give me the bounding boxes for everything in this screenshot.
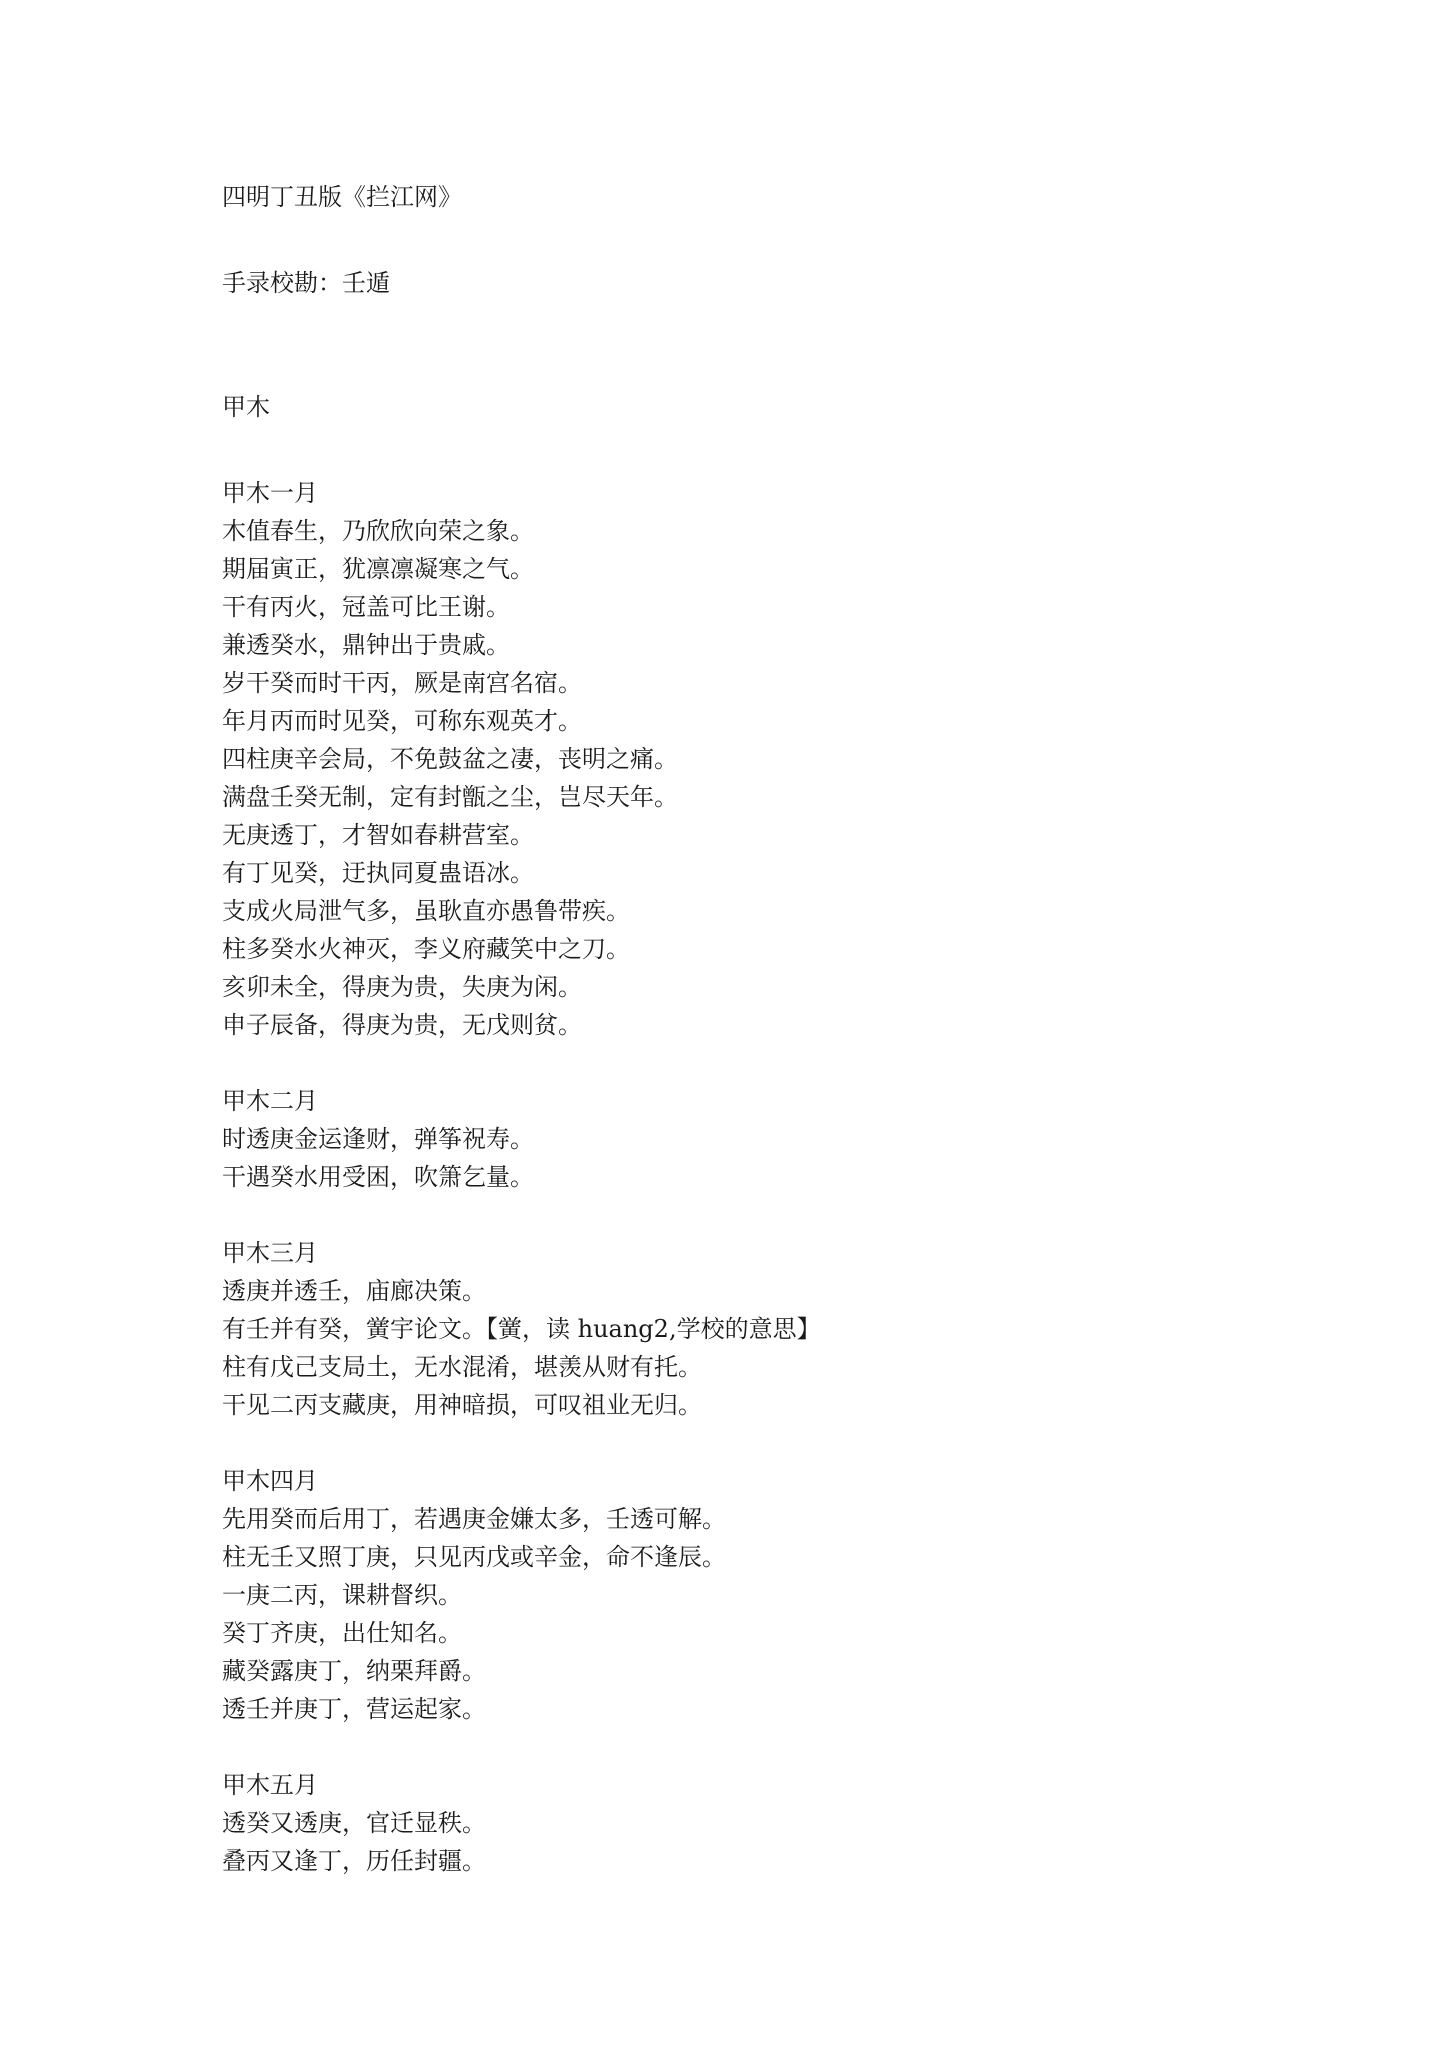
verse-line: 申子辰备，得庚为贵，无戊则贫。 (222, 1011, 582, 1039)
verse-line: 透庚并透壬，庙廊决策。 (222, 1277, 486, 1305)
month-heading: 甲木四月 (222, 1467, 318, 1495)
verse-line: 干有丙火，冠盖可比王谢。 (222, 593, 510, 621)
transcriber-credit: 手录校勘：壬遁 (222, 269, 390, 297)
verse-line: 藏癸露庚丁，纳栗拜爵。 (222, 1657, 486, 1685)
verse-line: 一庚二丙，课耕督织。 (222, 1581, 462, 1609)
verse-line: 满盘壬癸无制，定有封甑之尘，岂尽天年。 (222, 783, 678, 811)
verse-line: 癸丁齐庚，出仕知名。 (222, 1619, 462, 1647)
month-block-4 (222, 1462, 1322, 1728)
verse-line: 透癸又透庚，官迁显秩。 (222, 1809, 486, 1837)
month-block-3 (222, 1234, 1322, 1424)
month-block-5 (222, 1766, 1322, 1880)
verse-line: 先用癸而后用丁，若遇庚金嫌太多，壬透可解。 (222, 1505, 726, 1533)
verse-line: 四柱庚辛会局，不免鼓盆之凄，丧明之痛。 (222, 745, 678, 773)
month-heading: 甲木二月 (222, 1087, 318, 1115)
document-title: 四明丁丑版《拦江网》 (222, 183, 462, 211)
verse-line: 无庚透丁，才智如春耕营室。 (222, 821, 534, 849)
document-page (222, 178, 1322, 1880)
verse-line: 兼透癸水，鼎钟出于贵戚。 (222, 631, 510, 659)
month-heading: 甲木五月 (222, 1771, 318, 1799)
verse-line: 岁干癸而时干丙，厥是南宫名宿。 (222, 669, 582, 697)
verse-line: 时透庚金运逢财，弹筝祝寿。 (222, 1125, 534, 1153)
month-block-1 (222, 474, 1322, 1044)
month-heading: 甲木三月 (222, 1239, 318, 1267)
verse-line: 干见二丙支藏庚，用神暗损，可叹祖业无归。 (222, 1391, 702, 1419)
verse-line: 有壬并有癸，黉宇论文。【黉，读 huang2,学校的意思】 (222, 1315, 821, 1343)
verse-line: 叠丙又逢丁，历任封疆。 (222, 1847, 486, 1875)
verse-line: 亥卯未全，得庚为贵，失庚为闲。 (222, 973, 582, 1001)
verse-line: 柱有戊己支局土，无水混淆，堪羡从财有托。 (222, 1353, 702, 1381)
verse-line: 年月丙而时见癸，可称东观英才。 (222, 707, 582, 735)
verse-line: 期届寅正，犹凛凛凝寒之气。 (222, 555, 534, 583)
verse-line: 干遇癸水用受困，吹箫乞量。 (222, 1163, 534, 1191)
verse-line: 柱无壬又照丁庚，只见丙戊或辛金，命不逢辰。 (222, 1543, 726, 1571)
verse-line: 透壬并庚丁，营运起家。 (222, 1695, 486, 1723)
month-block-2 (222, 1082, 1322, 1196)
verse-line: 有丁见癸，迂执同夏蛊语冰。 (222, 859, 534, 887)
verse-line: 柱多癸水火神灭，李义府藏笑中之刀。 (222, 935, 630, 963)
verse-line: 木值春生，乃欣欣向荣之象。 (222, 517, 534, 545)
month-heading: 甲木一月 (222, 479, 318, 507)
verse-line: 支成火局泄气多，虽耿直亦愚鲁带疾。 (222, 897, 630, 925)
section-heading: 甲木 (222, 393, 270, 421)
